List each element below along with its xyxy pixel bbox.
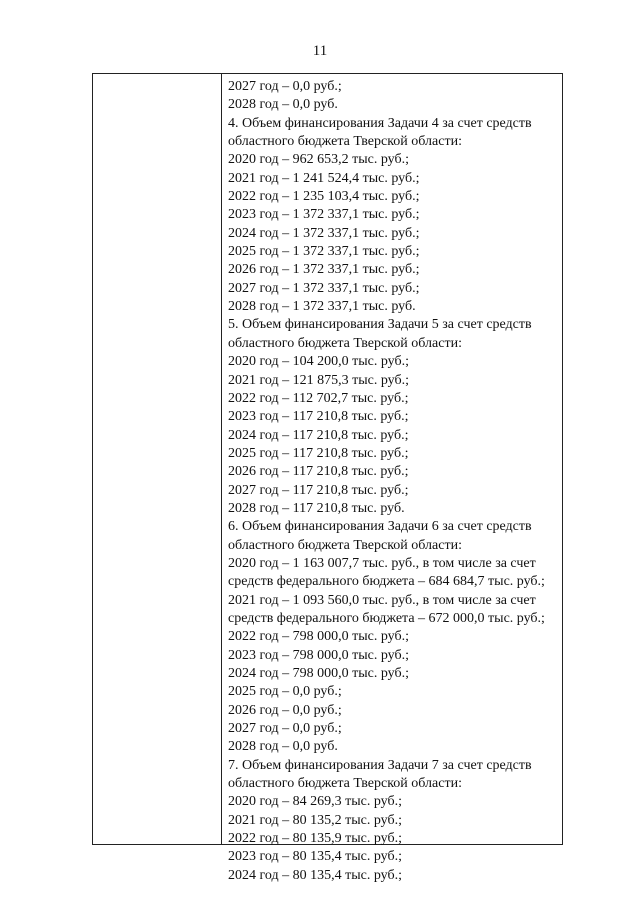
table-text-line: 6. Объем финансирования Задачи 6 за счет средств: [228, 519, 532, 535]
table-text-line: 2024 год – 798 000,0 тыс. руб.;: [228, 666, 409, 681]
page-number: 11: [312, 43, 328, 59]
table-text-line: 2022 год – 80 135,9 тыс. руб.;: [228, 831, 402, 847]
table-text-line: 2026 год – 117 210,8 тыс. руб.;: [228, 464, 409, 480]
table-text-line: областного бюджета Тверской области:: [228, 335, 462, 351]
table-text-line: 2021 год – 80 135,2 тыс. руб.;: [228, 812, 402, 828]
table-text-line: 2021 год – 1 093 560,0 тыс. руб., в том числе за счет: [228, 592, 536, 608]
table-text-line: средств федерального бюджета – 684 684,7 тыс. руб.;: [228, 574, 545, 590]
table-text-line: 2020 год – 104 200,0 тыс. руб.;: [228, 354, 409, 370]
table-left-cell: [93, 74, 222, 844]
table-text-line: 2020 год – 84 269,3 тыс. руб.;: [228, 794, 402, 810]
table-text-line: областного бюджета Тверской области:: [228, 134, 462, 150]
table-text-line: 5. Объем финансирования Задачи 5 за счет средств: [228, 317, 532, 333]
table-text-line: 2023 год – 798 000,0 тыс. руб.;: [228, 647, 409, 663]
table-text-line: 7. Объем финансирования Задачи 7 за счет средств: [228, 757, 532, 773]
table-text-line: 2024 год – 1 372 337,1 тыс. руб.;: [228, 225, 420, 241]
table-text-line: 2022 год – 112 702,7 тыс. руб.;: [228, 390, 409, 406]
table-text-line: 2025 год – 117 210,8 тыс. руб.;: [228, 445, 409, 461]
table-text-line: 2028 год – 1 372 337,1 тыс. руб.: [228, 299, 416, 315]
table-text-line: областного бюджета Тверской области:: [228, 776, 462, 792]
table-text-line: 2023 год – 80 135,4 тыс. руб.;: [228, 849, 402, 865]
table-text-line: областного бюджета Тверской области:: [228, 537, 462, 553]
table-text-line: 2026 год – 0,0 руб.;: [228, 702, 342, 718]
financing-table: [92, 73, 563, 883]
table-text-line: 2028 год – 117 210,8 тыс. руб.: [228, 500, 405, 516]
table-text-line: 2027 год – 1 372 337,1 тыс. руб.;: [228, 280, 420, 296]
table-text-line: 2027 год – 0,0 руб.;: [228, 79, 342, 94]
table-right-cell: [228, 78, 560, 885]
table-text-line: 2022 год – 798 000,0 тыс. руб.;: [228, 629, 409, 645]
table-text-line: 2027 год – 0,0 руб.;: [228, 721, 342, 737]
table-text-line: 2023 год – 117 210,8 тыс. руб.;: [228, 409, 409, 425]
table-text-line: 2025 год – 1 372 337,1 тыс. руб.;: [228, 244, 420, 260]
table-text-line: 2020 год – 1 163 007,7 тыс. руб., в том числе за счет: [228, 555, 536, 571]
table-text-line: 2022 год – 1 235 103,4 тыс. руб.;: [228, 189, 420, 205]
table-text-line: 2028 год – 0,0 руб.: [228, 97, 338, 113]
table-text-line: 2021 год – 1 241 524,4 тыс. руб.;: [228, 170, 420, 186]
table-text-line: 2025 год – 0,0 руб.;: [228, 684, 342, 700]
table-text-line: 4. Объем финансирования Задачи 4 за счет средств: [228, 115, 532, 131]
table-text-line: 2024 год – 117 210,8 тыс. руб.;: [228, 427, 409, 443]
table-text-line: средств федерального бюджета – 672 000,0 тыс. руб.;: [228, 610, 545, 626]
table-text-line: 2028 год – 0,0 руб.: [228, 739, 338, 755]
table-text-line: 2020 год – 962 653,2 тыс. руб.;: [228, 152, 409, 168]
table-text-line: 2027 год – 117 210,8 тыс. руб.;: [228, 482, 409, 498]
table-text-line: 2021 год – 121 875,3 тыс. руб.;: [228, 372, 409, 388]
table-text-line: 2023 год – 1 372 337,1 тыс. руб.;: [228, 207, 420, 223]
table-text-line: 2026 год – 1 372 337,1 тыс. руб.;: [228, 262, 420, 278]
table-text-line: 2024 год – 80 135,4 тыс. руб.;: [228, 867, 402, 883]
